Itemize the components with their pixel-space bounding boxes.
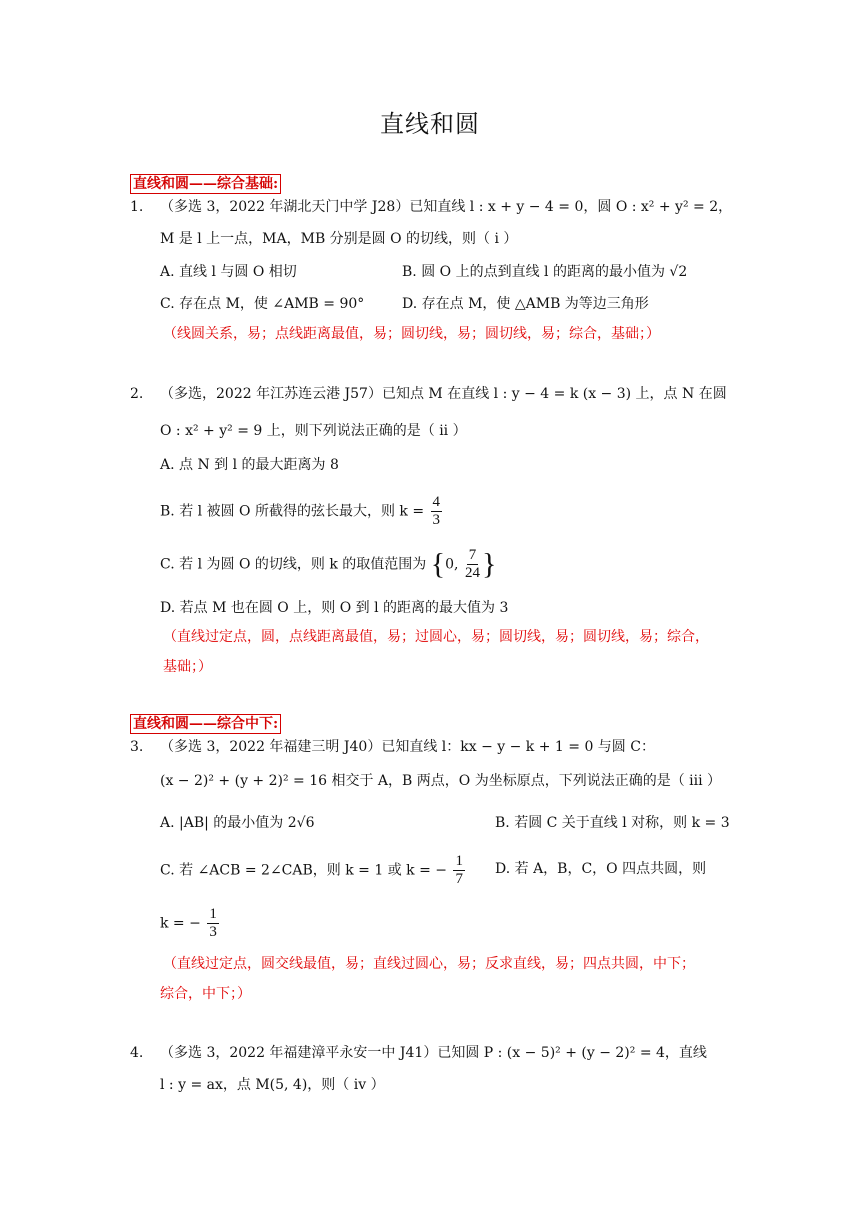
option-a: A. 点 N 到 l 的最大距离为 8 [160, 457, 339, 473]
option-c: C. 存在点 M，使 ∠AMB = 90° [160, 296, 365, 312]
option-b: B. 若圆 C 关于直线 l 对称，则 k = 3 [495, 815, 730, 831]
question-stem: O : x² + y² = 9 上，则下列说法正确的是（ ii ） [160, 423, 467, 439]
question-stem: （多选 3，2022 年湖北天门中学 J28）已知直线 l : x + y − 4 = 0，圆 O : x² + y² = 2， [160, 199, 733, 215]
option-c-text: C. 若 ∠ACB = 2∠CAB，则 k = 1 或 k = − [160, 862, 447, 879]
fraction-numerator: 7 [468, 547, 477, 563]
knowledge-tags: 基础；） [163, 659, 212, 675]
fraction [453, 853, 465, 888]
option-a: A. 直线 l 与圆 O 相切 [160, 264, 297, 280]
option-c [160, 853, 467, 888]
fraction [207, 906, 219, 941]
question-stem: (x − 2)² + (y + 2)² = 16 相交于 A，B 两点，O 为坐标原点，下列说法正确的是（ iii ） [160, 773, 722, 789]
fraction-numerator: 1 [455, 853, 463, 869]
fraction [431, 494, 443, 529]
right-brace: } [481, 547, 497, 581]
question-stem: M 是 l 上一点，MA，MB 分别是圆 O 的切线，则（ i ） [160, 231, 518, 247]
option-d-continued [160, 906, 221, 941]
option-d: D. 若点 M 也在圆 O 上，则 O 到 l 的距离的最大值为 3 [160, 600, 509, 616]
option-c [160, 547, 496, 582]
question-number: 1. [130, 199, 144, 215]
fraction-denominator: 7 [455, 871, 463, 887]
set-element: 0, [445, 556, 459, 573]
knowledge-tags: （线圆关系，易；点线距离最值，易；圆切线，易；圆切线，易；综合，基础；） [163, 326, 660, 342]
fraction-denominator: 3 [432, 512, 441, 528]
option-b-text: B. 若 l 被圆 O 所截得的弦长最大，则 k = [160, 503, 425, 520]
option-d-text: k = − [160, 915, 201, 932]
knowledge-tags: （直线过定点，圆交线最值，易；直线过圆心，易；反求直线，易；四点共圆，中下； [163, 956, 695, 972]
fraction-denominator: 3 [209, 924, 217, 940]
knowledge-tags: 综合，中下；） [160, 986, 251, 1002]
question-number: 2. [130, 386, 144, 402]
fraction-numerator: 4 [432, 494, 441, 510]
section-heading-medium: 直线和圆——综合中下: [130, 714, 281, 734]
option-d: D. 存在点 M，使 △AMB 为等边三角形 [402, 296, 649, 312]
left-brace: { [430, 547, 446, 581]
question-stem: （多选 3，2022 年福建漳平永安一中 J41）已知圆 P : (x − 5)² + (y − 2)² = 4，直线 [160, 1045, 707, 1061]
section-heading-basic: 直线和圆——综合基础: [130, 174, 281, 194]
option-d: D. 若 A，B，C，O 四点共圆，则 [495, 861, 707, 877]
fraction [465, 547, 480, 582]
question-number: 3. [130, 739, 144, 755]
question-stem: （多选，2022 年江苏连云港 J57）已知点 M 在直线 l : y − 4 = k (x − 3) 上，点 N 在圆 [160, 386, 727, 402]
option-c-text: C. 若 l 为圆 O 的切线，则 k 的取值范围为 [160, 556, 427, 573]
fraction-numerator: 1 [209, 906, 217, 922]
fraction-denominator: 24 [464, 565, 480, 581]
question-number: 4. [130, 1045, 144, 1061]
question-stem: （多选 3，2022 年福建三明 J40）已知直线 l：kx − y − k + 1 = 0 与圆 C： [160, 739, 655, 755]
page-title: 直线和圆 [380, 110, 480, 138]
option-b [160, 494, 444, 529]
knowledge-tags: （直线过定点，圆，点线距离最值，易；过圆心，易；圆切线，易；圆切线，易；综合， [163, 629, 709, 645]
option-a: A. |AB| 的最小值为 2√6 [160, 815, 315, 831]
option-b: B. 圆 O 上的点到直线 l 的距离的最小值为 √2 [402, 264, 688, 280]
question-stem: l : y = ax，点 M(5, 4)，则（ iv ） [160, 1077, 385, 1093]
